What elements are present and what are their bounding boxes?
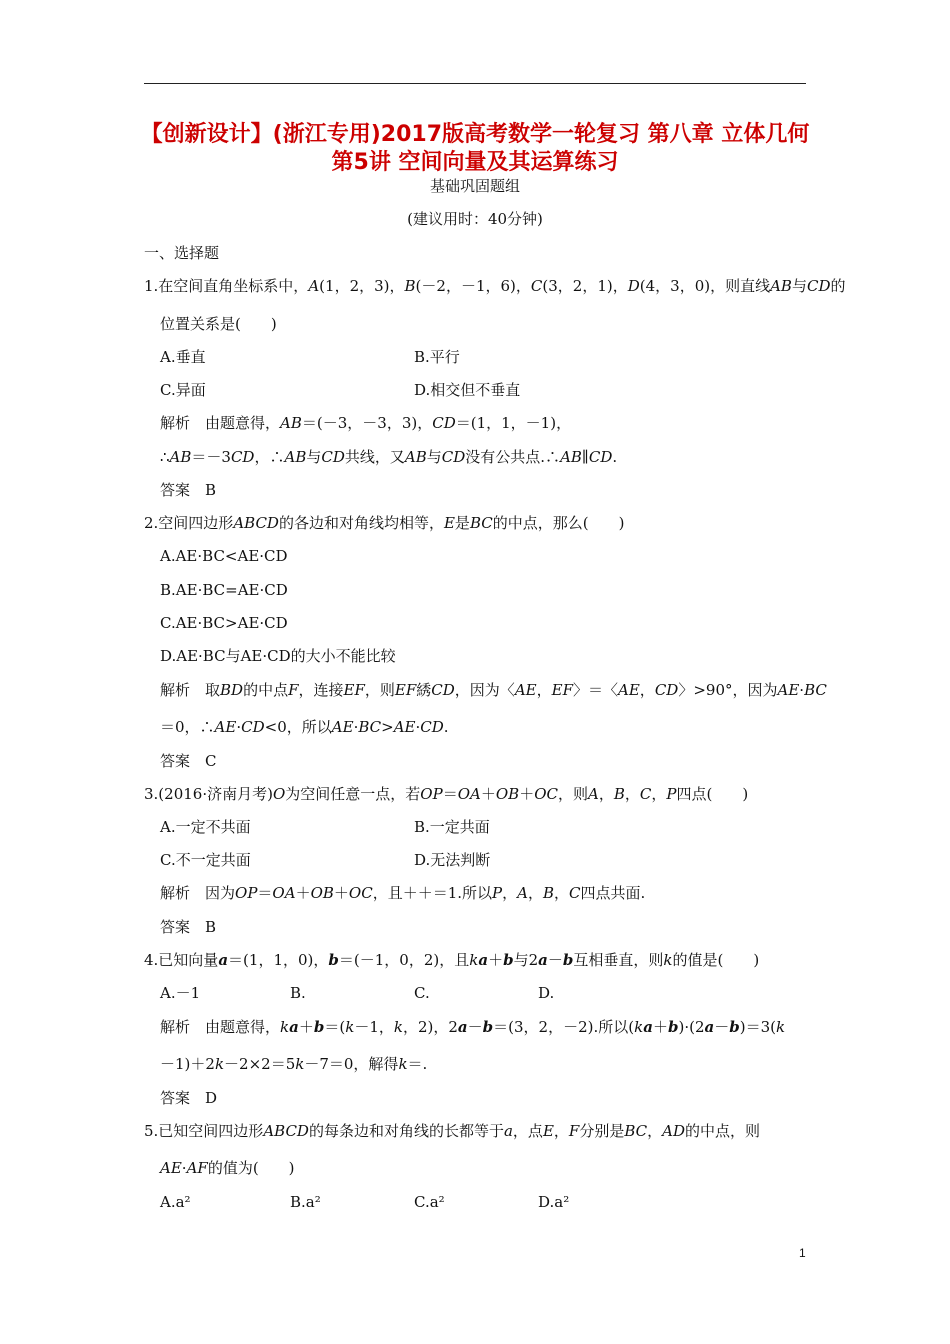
q1-option-b: B.平行 [414, 348, 460, 366]
q4-analysis-line2: －1)＋2k－2×2＝5k－7＝0，解得k＝. [160, 1055, 428, 1073]
q1-option-a: A.垂直 [160, 348, 206, 366]
q4-option-d: D. [538, 984, 555, 1002]
q1-analysis-line2: ∴AB＝－3CD，∴AB与CD共线，又AB与CD没有公共点.∴AB∥CD. [160, 448, 618, 466]
q5-option-a: A.a² [160, 1193, 191, 1211]
q2-stem: 2.空间四边形ABCD的各边和对角线均相等，E是BC的中点，那么( ) [144, 514, 625, 532]
q3-option-d: D.无法判断 [414, 851, 491, 869]
header-rule [144, 83, 806, 84]
doc-subtitle: 基础巩固题组 [429, 177, 520, 195]
time-note: (建议用时：40分钟) [407, 210, 543, 228]
q5-option-c: C.a² [414, 1193, 445, 1211]
q4-option-c: C. [414, 984, 430, 1002]
q5-stem-line2: AE·AF的值为( ) [160, 1159, 295, 1177]
q3-option-b: B.一定共面 [414, 818, 490, 836]
q1-stem-line2: 位置关系是( ) [160, 315, 277, 333]
section-heading: 一、选择题 [144, 244, 220, 262]
q1-option-d: D.相交但不垂直 [414, 381, 521, 399]
q4-option-a: A.－1 [160, 984, 201, 1002]
q3-answer: 答案 B [160, 918, 217, 936]
q1-stem-line1: 1.在空间直角坐标系中，A(1，2，3)，B(－2，－1，6)，C(3，2，1)，D(4，3，0)，则直线AB与CD的 [144, 277, 846, 295]
doc-title-line2: 第5讲 空间向量及其运算练习 [331, 150, 619, 175]
q2-answer: 答案 C [160, 752, 217, 770]
q4-answer: 答案 D [160, 1089, 218, 1107]
q2-option-b: B.AE·BC=AE·CD [160, 581, 288, 599]
q3-option-c: C.不一定共面 [160, 851, 251, 869]
q2-option-a: A.AE·BC<AE·CD [160, 547, 288, 565]
q2-option-d: D.AE·BC与AE·CD的大小不能比较 [160, 647, 396, 665]
q5-option-b: B.a² [290, 1193, 321, 1211]
page-number: 1 [799, 1246, 806, 1260]
q3-analysis: 解析 因为OP＝OA＋OB＋OC，且＋＋＝1.所以P，A，B，C四点共面. [160, 884, 646, 902]
q4-analysis-line1: 解析 由题意得，ka＋b＝(k－1，k，2)，2a－b＝(3，2，－2).所以(ka＋b)·(2a－b)＝3(k [160, 1018, 786, 1036]
q3-stem: 3.(2016·济南月考)O为空间任意一点，若OP＝OA＋OB＋OC，则A，B，C，P四点( ) [144, 785, 749, 803]
q1-analysis-line1: 解析 由题意得，AB＝(－3，－3，3)，CD＝(1，1，－1)， [160, 414, 572, 432]
doc-title-line1: 【创新设计】(浙江专用)2017版高考数学一轮复习 第八章 立体几何 [140, 122, 810, 147]
q4-option-b: B. [290, 984, 306, 1002]
q2-option-c: C.AE·BC>AE·CD [160, 614, 288, 632]
q2-analysis-line2: ＝0，∴AE·CD<0，所以AE·BC>AE·CD. [160, 718, 449, 736]
q5-option-d: D.a² [538, 1193, 570, 1211]
q2-analysis-line1: 解析 取BD的中点F，连接EF，则EF綉CD，因为〈AE，EF〉＝〈AE，CD〉>90°，因为AE·BC [160, 681, 827, 699]
q4-stem: 4.已知向量a＝(1，1，0)，b＝(－1，0，2)，且ka＋b与2a－b互相垂直，则k的值是( ) [144, 951, 760, 969]
q1-answer: 答案 B [160, 481, 217, 499]
q3-option-a: A.一定不共面 [160, 818, 251, 836]
q1-option-c: C.异面 [160, 381, 206, 399]
q5-stem-line1: 5.已知空间四边形ABCD的每条边和对角线的长都等于a，点E，F分别是BC，AD的中点，则 [144, 1122, 761, 1140]
